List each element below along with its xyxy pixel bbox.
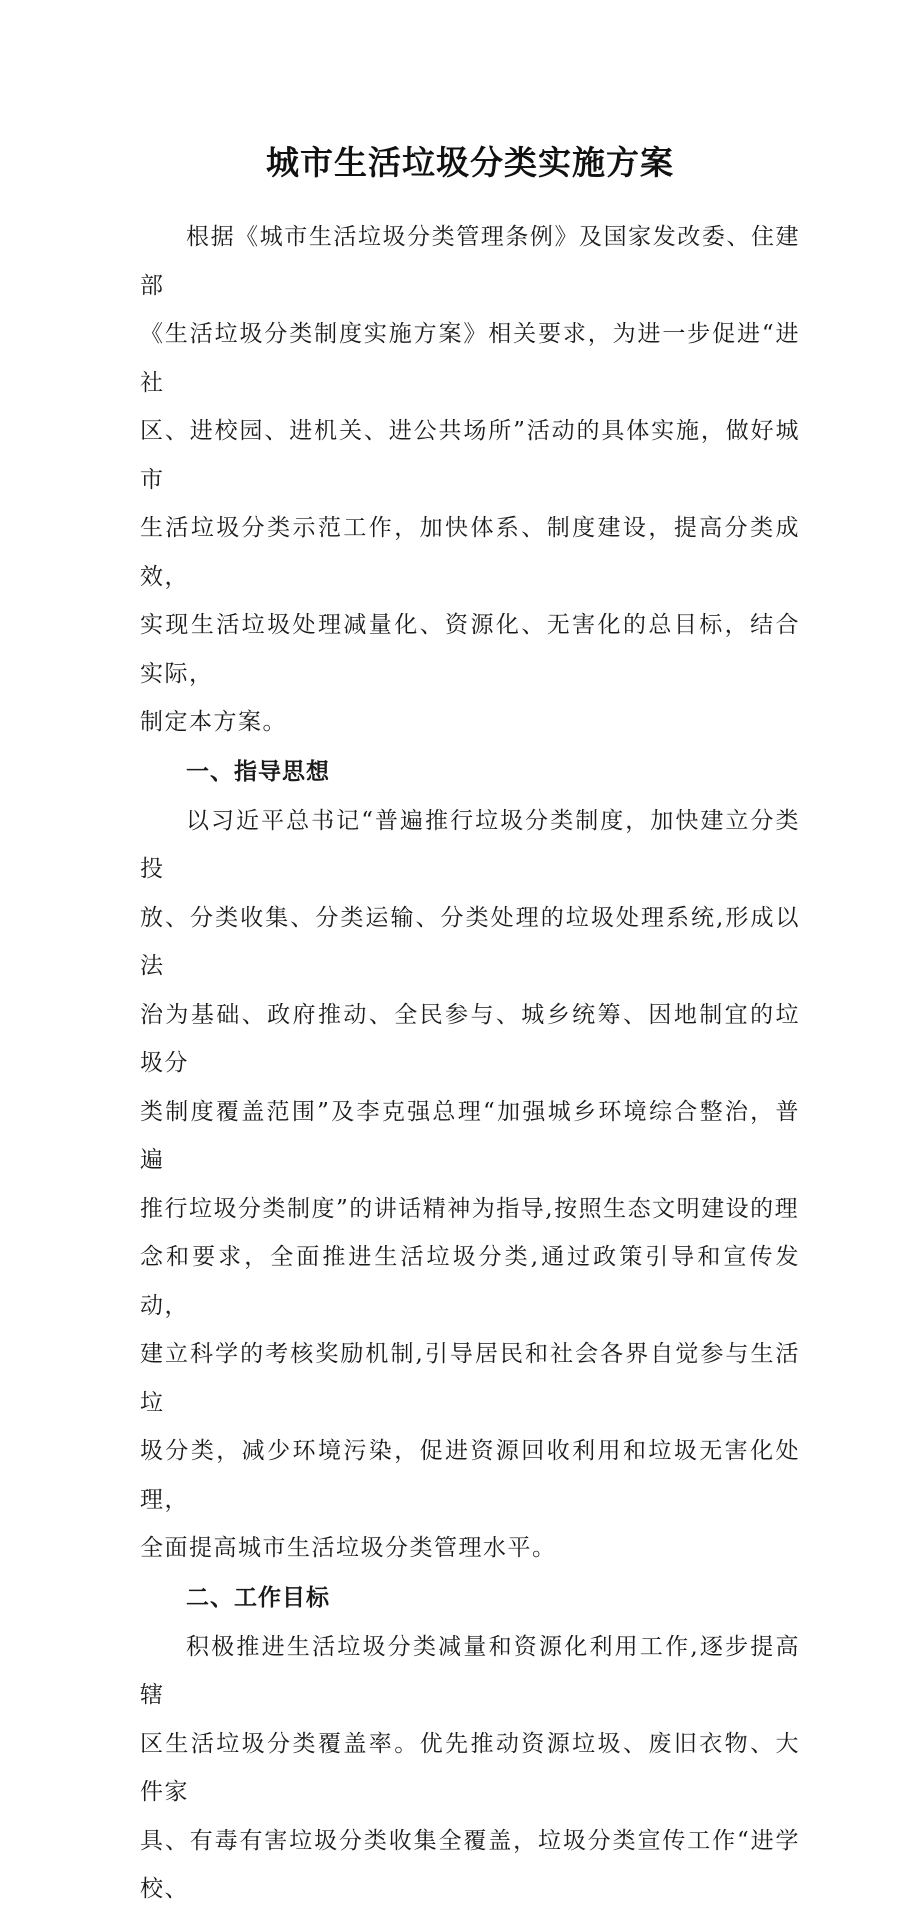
section-body-guiding-ideology: 以习近平总书记“普遍推行垃圾分类制度，加快建立分类投 放、分类收集、分类运输、分类处理的垃圾处理系统,形成以法 治为基础、政府推动、全民参与、城乡统筹、因地制宜的垃圾分 类制度覆盖范围”及李克强总理“加强城乡环境综合整治，普遍 推行垃圾分类制度”的讲话精神为指导,按照生态文明建设的理 念和要求，全面推进生活垃圾分类,通过政策引导和宣传发动， 建立科学的考核奖励机制,引导居民和社会各界自觉参与生活垃 圾分类，减少环境污染，促进资源回收利用和垃圾无害化处理， 全面提高城市生活垃圾分类管理水平。 bbox=[140, 807, 800, 1561]
section-heading-guiding-ideology: 一、指导思想 bbox=[186, 758, 330, 785]
section-body-work-goals: 积极推进生活垃圾分类减量和资源化利用工作,逐步提高辖 区生活垃圾分类覆盖率。优先推动资源垃圾、废旧衣物、大件家 具、有毒有害垃圾分类收集全覆盖，垃圾分类宣传工作“进学校、 bbox=[140, 1633, 800, 1902]
section-heading-work-goals: 二、工作目标 bbox=[186, 1584, 330, 1611]
document-title: 城市生活垃圾分类实施方案 bbox=[266, 143, 674, 182]
intro-paragraph: 根据《城市生活垃圾分类管理条例》及国家发改委、住建部 《生活垃圾分类制度实施方案》相关要求，为进一步促进“进社 区、进校园、进机关、进公共场所”活动的具体实施，做好城市 生活垃圾分类示范工作，加快体系、制度建设，提高分类成效， 实现生活垃圾处理减量化、资源化、无害化的总目标，结合实际， 制定本方案。 bbox=[140, 224, 800, 735]
